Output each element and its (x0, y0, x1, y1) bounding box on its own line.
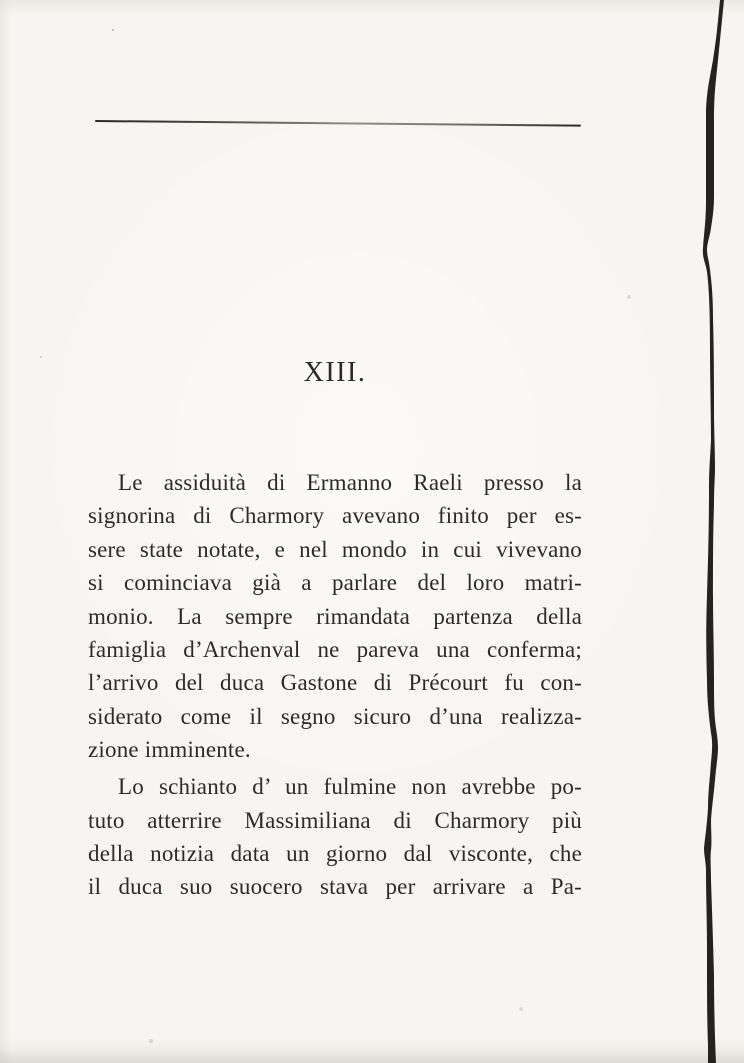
text-line: famiglia d’Archenval ne pareva una conferma; (88, 637, 582, 663)
text-line: Lo schianto d’ un fulmine non avrebbe po- (118, 774, 582, 800)
text-block (88, 466, 582, 904)
paper-specks (0, 0, 2, 2)
text-line: il duca suo suocero stava per arrivare a Pa- (88, 874, 582, 900)
page-edge-crease-line (680, 0, 744, 1063)
paragraph (88, 466, 582, 767)
text-line: signorina di Charmory avevano finito per es- (88, 503, 582, 529)
text-line: della notizia data un giorno dal visconte, che (88, 840, 582, 866)
paragraph (88, 770, 582, 904)
text-line: monio. La sempre rimandata partenza della (88, 603, 582, 629)
text-line: si cominciava già a parlare del loro matri- (88, 570, 582, 596)
text-line: siderato come il segno sicuro d’una realizza- (88, 703, 582, 729)
text-line: zione imminente. (88, 737, 251, 763)
header-rule (95, 120, 581, 127)
text-line: Le assiduità di Ermanno Raeli presso la (118, 470, 582, 495)
text-line: tuto atterrire Massimiliana di Charmory più (88, 807, 582, 833)
text-line: l’arrivo del duca Gastone di Précourt fu con- (88, 670, 582, 696)
chapter-heading: XIII. (303, 357, 367, 388)
text-line: sere state notate, e nel mondo in cui vivevano (88, 536, 582, 562)
